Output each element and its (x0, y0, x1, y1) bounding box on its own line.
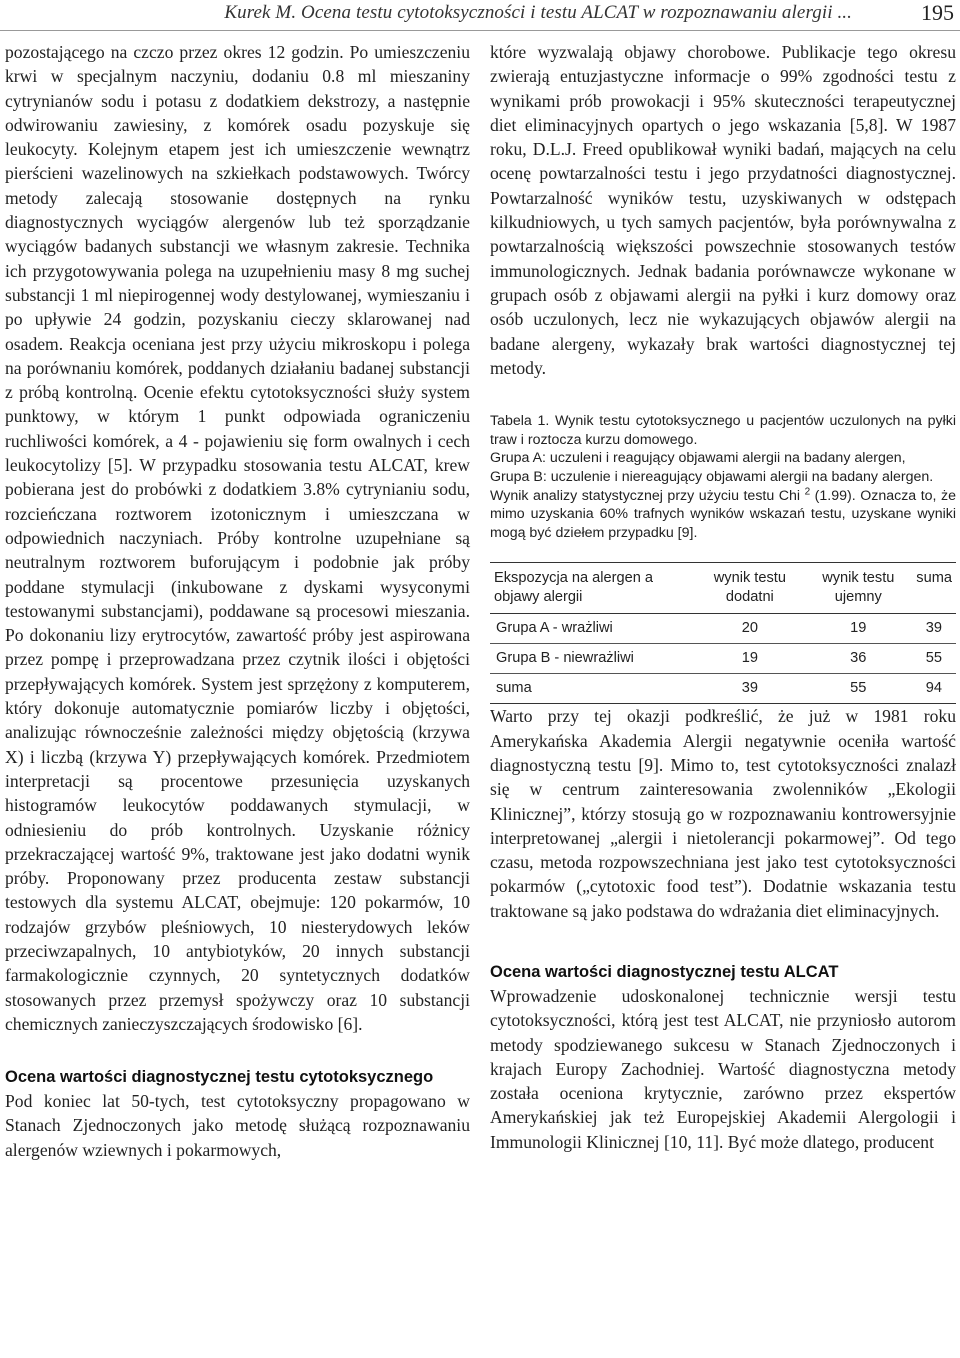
table-caption (490, 412, 956, 542)
left-column (5, 40, 470, 1162)
table-cell: 55 (912, 644, 956, 674)
right-paragraph-2: Warto przy tej okazji podkreślić, że już w 1981 roku Amerykańska Akademia Alergii negatywnie oceniła wartość diagnostyczną testu [9]. Mimo to, test cytotoksyczności znalazł się w centrum zainteresowania zwolenników „Ekologii Klinicznej”, którzy stosują go w rozpoznawaniu kontrowersyjnie interpretowanej „alergii i nietolerancji pokarmowej”. Od tego czasu, metoda rozpowszechniana jest jako test cytotoksyczności pokarmów („cytotoxic food test”). Dodatnie wskazania testu traktowane są jako podstawa do wdrażania diet eliminacyjnych. (490, 706, 956, 921)
caption-stat-superscript: 2 (804, 485, 811, 497)
caption-statistics (490, 487, 956, 543)
table-cell: Grupa A - wrażliwi (490, 614, 695, 644)
column-header: suma (912, 563, 956, 614)
column-header: wynik testu dodatni (695, 563, 804, 614)
table-cell: 36 (804, 644, 912, 674)
table-cell: 39 (912, 614, 956, 644)
column-header: wynik testu ujemny (804, 563, 912, 614)
right-column (490, 40, 956, 1154)
table-cell: 19 (804, 614, 912, 644)
table-cell: 19 (695, 644, 804, 674)
caption-stat-text: Wynik analizy statystycznej przy użyciu testu Chi (490, 487, 801, 504)
caption-group-a: Grupa A: uczuleni i reagujący objawami alergii na badany alergen, (490, 450, 906, 467)
section-heading-alcat: Ocena wartości diagnostycznej testu ALCAT (490, 962, 839, 981)
header-divider (0, 30, 960, 31)
right-paragraph-1: które wyzwalają objawy chorobowe. Publikacje tego okresu zwierają entuzjastyczne informacje o 99% zgodności testu z wynikami prób prowokacji i 95% skuteczności terapeutycznej diet eliminacyjnych opartych o jego wskazania [5,8]. W 1987 roku, D.L.J. Freed opublikował wyniki badań, mających na celu ocenę powtarzalności testu i jego przydatności diagnostycznej. Powtarzalność wyników testu, uzyskiwanych w odstępach kilkudniowych, u tych samych pacjentów, była porównywalna z powtarzalnością większości powszechnie stosowanych testów immunologicznych. Jednak badania porównawcze wykonane w grupach osób z objawami alergii na pyłki i kurz domowy oraz osób uczulonych, lecz nie wykazujących objawów alergii na badane alergeny, wykazały brak wartości diagnostycznej tej metody. (490, 42, 956, 378)
page-number: 195 (921, 0, 954, 25)
table-row (490, 674, 956, 704)
section-heading-cytotoxic: Ocena wartości diagnostycznej testu cytotoksycznego (5, 1068, 434, 1087)
table-cell: 20 (695, 614, 804, 644)
running-title: Kurek M. Ocena testu cytotoksyczności i testu ALCAT w rozpoznawaniu alergii ... (224, 2, 852, 23)
caption-title: Tabela 1. Wynik testu cytotoksycznego u pacjentów uczulonych na pyłki traw i roztocza kurzu domowego. (490, 413, 956, 448)
table-cell: 94 (912, 674, 956, 704)
column-header: Ekspozycja na alergen a objawy alergii (490, 563, 695, 614)
caption-group-b: Grupa B: uczulenie i niereagujący objawami alergii na badany alergen. (490, 468, 934, 485)
table-header-row (490, 563, 956, 614)
table-row (490, 614, 956, 644)
right-paragraph-3: Wprowadzenie udoskonalonej technicznie wersji testu cytotoksyczności, którą jest test ALCAT, nie przyniosło autorom metody spodziewanego sukcesu w Stanach Zjednoczonych i krajach Europy Zachodniej. Wartość diagnostyczna metody została oceniona krytycznie, zarówno przez ekspertów Amerykańskiej jak też Europejskiej Akademii Alergologii i Immunologii Klinicznej [10, 11]. Być może dlatego, producent (490, 985, 956, 1152)
table-cell: 39 (695, 674, 804, 704)
table-cell: Grupa B - niewrażliwi (490, 644, 695, 674)
table-row (490, 644, 956, 674)
caption-stat-text-end: (1.99). Oznacza to, że mimo uzyskania 60% trafnych wyników wskazań testu, uzyskane wyniki mogą być dziełem przypadku [9]. (490, 487, 956, 541)
table-cell: 55 (804, 674, 912, 704)
results-table (490, 562, 956, 704)
left-paragraph-2: Pod koniec lat 50-tych, test cytotoksyczny propagowano w Stanach Zjednoczonych jako metodę służącą rozpoznawaniu alergenów wziewnych i pokarmowych, (5, 1091, 470, 1160)
table-cell: suma (490, 674, 695, 704)
left-paragraph-1: pozostającego na czczo przez okres 12 godzin. Po umieszczeniu krwi w specjalnym naczyniu, dodaniu 0.8 ml mieszaniny cytrynianów sodu i potasu z dodatkiem dekstrozy, a następnie odwirowaniu zawiesiny, z komórek osadu pozyskuje się leukocyty. Kolejnym etapem jest ich umieszczenie wewnątrz pierścieni wazelinowych na szkiełkach podstawowych. Twórcy metody zalecają stosowanie dostępnych na rynku diagnostycznych wyciągów alergenów lub też sporządzanie wyciągów badanych substancji we własnym zakresie. Technika ich przygotowywania polega na uzupełnieniu masy 8 mg suchej substancji 1 ml niepirogennej wody destylowanej, wymieszaniu i po upływie 24 godzin, pozyskaniu cieczy sklarowanej nad osadem. Reakcja oceniana jest przy użyciu mikroskopu i polega na porównaniu komórek, poddanych działaniu badanej substancji z próbą kontrolną. Ocenie efektu cytotoksyczności służy system punktowy, w którym 1 punkt odpowiada ograniczeniu ruchliwości komórek, a 4 - pojawieniu się form owalnych i cech leukocytolizy [5]. W przypadku stosowania testu ALCAT, krew pobierana jest do probówki z dodatkiem 3.8% cytrynianiu sodu, rozcieńczana roztworem izotonicznym i umieszczana w odpowiednich naczyniach. Próby kontrolne uzupełniane są neutralnym roztworem buforującym i podobnie jak próby poddane stymulacji (inkubowane z dyskami wysyconymi testowanymi substancjami), poddawane są procesowi mieszania. Po dokonaniu lizy erytrocytów, zawartość próby jest aspirowana przez pompę i przeprowadzana przez czytnik ilości i objętości przepływających komórek. System jest sprzężony z komputerem, który dokonuje automatycznie pomiarów liczby i objętości, analizując równocześnie zależności między objętością (krzywa X) i liczbą (krzywa Y) przepływających komórek. Przedmiotem interpretacji są procentowe przesunięcia uzyskanych histogramów leukocytów poddawanych stymulacji, w odniesieniu do prób kontrolnych. Uzyskanie różnicy przekraczającej wartość 9%, traktowane jest jako dodatni wynik próby. Proponowany przez producenta zestaw substancji testowych dla systemu ALCAT, obejmuje: 120 pokarmów, 10 rodzajów grzybów pleśniowych, 10 niesterydowych leków przeciwzapalnych, 10 antybiotyków, 20 innych substancji farmakologicznie czynnych, 20 syntetycznych dodatków stosowanych przez przemysł spożywczy oraz 10 substancji chemicznych zanieczyszczających środowisko [6]. (5, 42, 470, 1034)
